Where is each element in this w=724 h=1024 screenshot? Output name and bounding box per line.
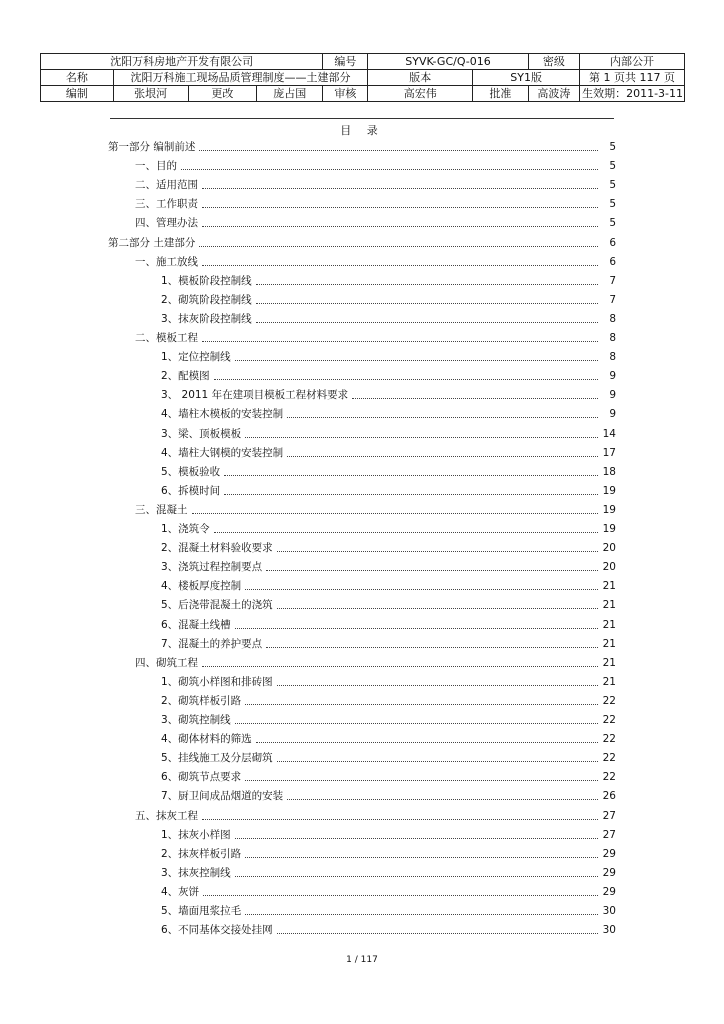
toc-leader-dots [202, 206, 598, 208]
toc-entry-text: 5、后浇带混凝土的浇筑 [161, 599, 273, 612]
toc-leader-dots [224, 474, 598, 476]
toc-entry-text: 2、砌筑阶段控制线 [161, 293, 252, 306]
toc-leader-dots [214, 531, 598, 533]
review-value: 高宏伟 [368, 86, 473, 102]
toc-entry[interactable] [161, 866, 616, 880]
toc-entry[interactable] [161, 293, 616, 307]
toc-entry[interactable] [135, 809, 616, 823]
toc-entry-text: 7、厨卫间成品烟道的安装 [161, 790, 284, 803]
toc-entry-text: 3、抹灰控制线 [161, 866, 231, 879]
toc-entry[interactable] [161, 770, 616, 784]
toc-entry-text: 4、砌体材料的筛选 [161, 733, 252, 746]
toc-entry-text: 三、混凝土 [135, 503, 188, 516]
toc-entry-page: 14 [602, 427, 616, 440]
toc-entry[interactable] [108, 236, 616, 250]
toc-entry[interactable] [135, 216, 616, 230]
toc-entry[interactable] [161, 904, 616, 918]
toc-entry-text: 一、目的 [135, 160, 177, 173]
toc-leader-dots [256, 321, 598, 323]
level-label: 密级 [528, 54, 579, 70]
toc-entry[interactable] [135, 159, 616, 173]
toc-entry-text: 4、墙柱木模板的安装控制 [161, 408, 284, 421]
toc-leader-dots [266, 646, 598, 648]
toc-entry[interactable] [161, 427, 616, 441]
toc-entry[interactable] [161, 484, 616, 498]
toc-leader-dots [235, 627, 598, 629]
toc-entry-text: 1、模板阶段控制线 [161, 274, 252, 287]
toc-entry[interactable] [161, 637, 616, 651]
toc-entry-page: 8 [609, 332, 616, 344]
document-name: 沈阳万科施工现场品质管理制度——土建部分 [113, 70, 368, 86]
toc-entry[interactable] [161, 885, 616, 899]
toc-leader-dots [202, 340, 598, 342]
toc-leader-dots [245, 779, 598, 781]
toc-leader-dots [245, 913, 598, 915]
toc-entry[interactable] [161, 274, 616, 288]
toc-entry-page: 8 [609, 351, 616, 364]
header-divider [110, 118, 614, 119]
toc-leader-dots [245, 436, 598, 438]
toc-entry-page: 30 [602, 905, 616, 917]
toc-entry-text: 4、灰饼 [161, 885, 200, 898]
toc-leader-dots [235, 722, 598, 724]
toc-entry-page: 21 [602, 637, 616, 650]
version-value: SY1版 [473, 70, 580, 86]
modify-value: 庞占国 [257, 86, 323, 102]
toc-entry-page: 21 [602, 599, 616, 612]
toc-entry-text: 3、抹灰阶段控制线 [161, 312, 252, 325]
toc-entry[interactable] [135, 331, 616, 345]
approve-label: 批准 [473, 86, 529, 102]
toc-leader-dots [202, 187, 598, 189]
toc-entry-text: 2、砌筑样板引路 [161, 694, 242, 707]
toc-entry-page: 21 [602, 656, 616, 669]
toc-entry-text: 2、配模图 [161, 370, 210, 383]
toc-leader-dots [287, 798, 598, 800]
toc-entry-text: 3、浇筑过程控制要点 [161, 561, 263, 574]
toc-entry-page: 19 [602, 484, 616, 497]
toc-entry-text: 二、模板工程 [135, 332, 198, 344]
toc-entry[interactable] [161, 312, 616, 326]
toc-entry[interactable] [161, 732, 616, 746]
name-label: 名称 [41, 70, 114, 86]
toc-leader-dots [202, 264, 598, 266]
toc-leader-dots [181, 168, 598, 170]
toc-entry-page: 27 [602, 828, 616, 841]
toc-entry[interactable] [161, 828, 616, 842]
toc-entry[interactable] [161, 923, 616, 937]
toc-entry-page: 20 [602, 561, 616, 574]
toc-entry[interactable] [161, 350, 616, 364]
toc-entry-page: 9 [609, 370, 616, 383]
toc-entry-page: 9 [609, 408, 616, 421]
toc-entry-text: 2、抹灰样板引路 [161, 847, 242, 860]
version-label: 版本 [368, 70, 473, 86]
toc-entry[interactable] [161, 579, 616, 593]
toc-entry-page: 22 [602, 694, 616, 707]
company-name: 沈阳万科房地产开发有限公司 [41, 54, 323, 70]
toc-leader-dots [235, 359, 598, 361]
toc-entry-page: 22 [602, 714, 616, 726]
approve-value: 高波涛 [528, 86, 579, 102]
toc-leader-dots [199, 149, 598, 151]
toc-entry-page: 19 [602, 503, 616, 516]
toc-entry-page: 20 [602, 542, 616, 555]
toc-entry[interactable] [161, 713, 616, 727]
toc-leader-dots [192, 512, 599, 514]
toc-entry-page: 29 [602, 885, 616, 898]
toc-entry[interactable] [161, 541, 616, 555]
toc-entry[interactable] [135, 656, 616, 670]
toc-entry-page: 7 [609, 293, 616, 306]
document-header-table [40, 53, 685, 102]
level-value: 内部公开 [580, 54, 685, 70]
toc-leader-dots [256, 283, 598, 285]
toc-leader-dots [202, 665, 598, 667]
toc-leader-dots [214, 378, 598, 380]
toc-leader-dots [203, 894, 598, 896]
review-label: 审核 [323, 86, 368, 102]
toc-entry-text: 7、混凝土的养护要点 [161, 637, 263, 650]
toc-entry-page: 30 [602, 924, 616, 937]
toc-entry[interactable] [135, 178, 616, 192]
toc-leader-dots [245, 588, 598, 590]
toc-entry[interactable] [161, 847, 616, 861]
toc-entry-text: 6、混凝土线槽 [161, 618, 231, 631]
toc-leader-dots [202, 225, 598, 227]
toc-entry[interactable] [161, 465, 616, 479]
toc-entry-page: 6 [609, 255, 616, 268]
toc-entry-text: 一、施工放线 [135, 255, 198, 268]
toc-entry-text: 三、工作职责 [135, 198, 198, 211]
toc-title: 目 录 [340, 124, 384, 137]
toc-entry-text: 1、抹灰小样图 [161, 828, 231, 841]
toc-leader-dots [277, 550, 598, 552]
toc-entry[interactable] [161, 694, 616, 708]
toc-entry-page: 29 [602, 866, 616, 879]
toc-entry-text: 五、抹灰工程 [135, 809, 198, 822]
toc-entry[interactable] [161, 789, 616, 803]
toc-entry-page: 8 [609, 312, 616, 325]
toc-entry-page: 9 [609, 389, 616, 402]
toc-entry[interactable] [161, 407, 616, 421]
effective-value: 2011-3-11 [626, 87, 684, 100]
toc-leader-dots [277, 607, 598, 609]
toc-entry-text: 第二部分 土建部分 [108, 236, 196, 249]
toc-entry-text: 5、模板验收 [161, 465, 221, 478]
toc-leader-dots [245, 703, 598, 705]
toc-entry-text: 3、梁、顶板模板 [161, 427, 242, 440]
toc-entry-page: 26 [602, 790, 616, 803]
toc-entry-text: 1、浇筑令 [161, 523, 210, 535]
toc-leader-dots [266, 569, 598, 571]
toc-leader-dots [277, 684, 598, 686]
toc-entry-text: 6、拆模时间 [161, 484, 221, 497]
toc-entry-text: 第一部分 编制前述 [108, 141, 196, 153]
author-value: 张垠河 [113, 86, 188, 102]
toc-entry-text: 1、砌筑小样图和排砖图 [161, 675, 273, 688]
toc-entry-text: 4、墙柱大钢模的安装控制 [161, 446, 284, 459]
toc-entry-page: 22 [602, 752, 616, 765]
toc-entry[interactable] [161, 369, 616, 383]
toc-entry[interactable] [161, 388, 616, 402]
toc-leader-dots [256, 302, 598, 304]
toc-entry-page: 5 [609, 141, 616, 153]
toc-entry[interactable] [161, 675, 616, 689]
toc-entry-text: 6、不同基体交接处挂网 [161, 924, 273, 937]
toc-entry-page: 21 [602, 618, 616, 631]
toc-leader-dots [352, 397, 598, 399]
toc-entry-text: 5、挂线施工及分层砌筑 [161, 752, 273, 765]
toc-entry[interactable] [135, 197, 616, 211]
toc-entry[interactable] [161, 560, 616, 574]
toc-entry[interactable] [135, 503, 616, 517]
toc-entry[interactable] [108, 140, 616, 154]
code-value: SYVK-GC/Q-016 [368, 54, 528, 70]
toc-leader-dots [245, 856, 598, 858]
toc-leader-dots [235, 837, 598, 839]
toc-entry-page: 27 [602, 809, 616, 822]
toc-entry-page: 7 [609, 274, 616, 287]
page-number: 1 / 117 [346, 955, 378, 965]
toc-entry-text: 3、砌筑控制线 [161, 714, 231, 726]
toc-entry-page: 6 [609, 236, 616, 249]
toc-entry-page: 21 [602, 580, 616, 593]
toc-leader-dots [287, 416, 598, 418]
toc-entry[interactable] [161, 522, 616, 536]
toc-entry[interactable] [161, 446, 616, 460]
toc-entry[interactable] [161, 598, 616, 612]
toc-leader-dots [202, 818, 598, 820]
toc-entry-page: 17 [602, 446, 616, 459]
toc-entry[interactable] [161, 751, 616, 765]
toc-entry-page: 29 [602, 847, 616, 860]
toc-leader-dots [235, 875, 598, 877]
effective-label: 生效期： [582, 87, 627, 100]
toc-leader-dots [287, 455, 598, 457]
toc-entry-text: 5、墙面甩浆拉毛 [161, 905, 242, 917]
code-label: 编号 [323, 54, 368, 70]
toc-entry-page: 5 [609, 198, 616, 211]
toc-entry-text: 四、砌筑工程 [135, 656, 198, 669]
toc-entry-page: 21 [602, 675, 616, 688]
toc-entry-page: 22 [602, 733, 616, 746]
toc-entry-page: 22 [602, 771, 616, 784]
toc-entry-text: 二、适用范围 [135, 179, 198, 192]
toc-leader-dots [224, 493, 598, 495]
toc-entry-page: 5 [609, 160, 616, 173]
toc-entry[interactable] [135, 255, 616, 269]
toc-entry-text: 四、管理办法 [135, 217, 198, 230]
toc-entry[interactable] [161, 618, 616, 632]
toc-leader-dots [199, 245, 598, 247]
toc-leader-dots [256, 741, 598, 743]
toc-entry-page: 19 [602, 523, 616, 535]
modify-label: 更改 [188, 86, 256, 102]
toc-entry-text: 6、砌筑节点要求 [161, 771, 242, 784]
toc-leader-dots [277, 760, 598, 762]
toc-entry-text: 1、定位控制线 [161, 351, 231, 364]
page-info: 第 1 页共 117 页 [580, 70, 685, 86]
toc-entry-page: 5 [609, 179, 616, 192]
author-label: 编制 [41, 86, 114, 102]
toc-leader-dots [277, 932, 598, 934]
toc-entry-text: 2、混凝土材料验收要求 [161, 542, 273, 555]
toc-entry-page: 18 [602, 465, 616, 478]
effective-date [580, 86, 685, 102]
toc-entry-page: 5 [609, 217, 616, 230]
toc-entry-text: 4、楼板厚度控制 [161, 580, 242, 593]
toc-entry-text: 3、 2011 年在建项目模板工程材料要求 [161, 389, 349, 402]
